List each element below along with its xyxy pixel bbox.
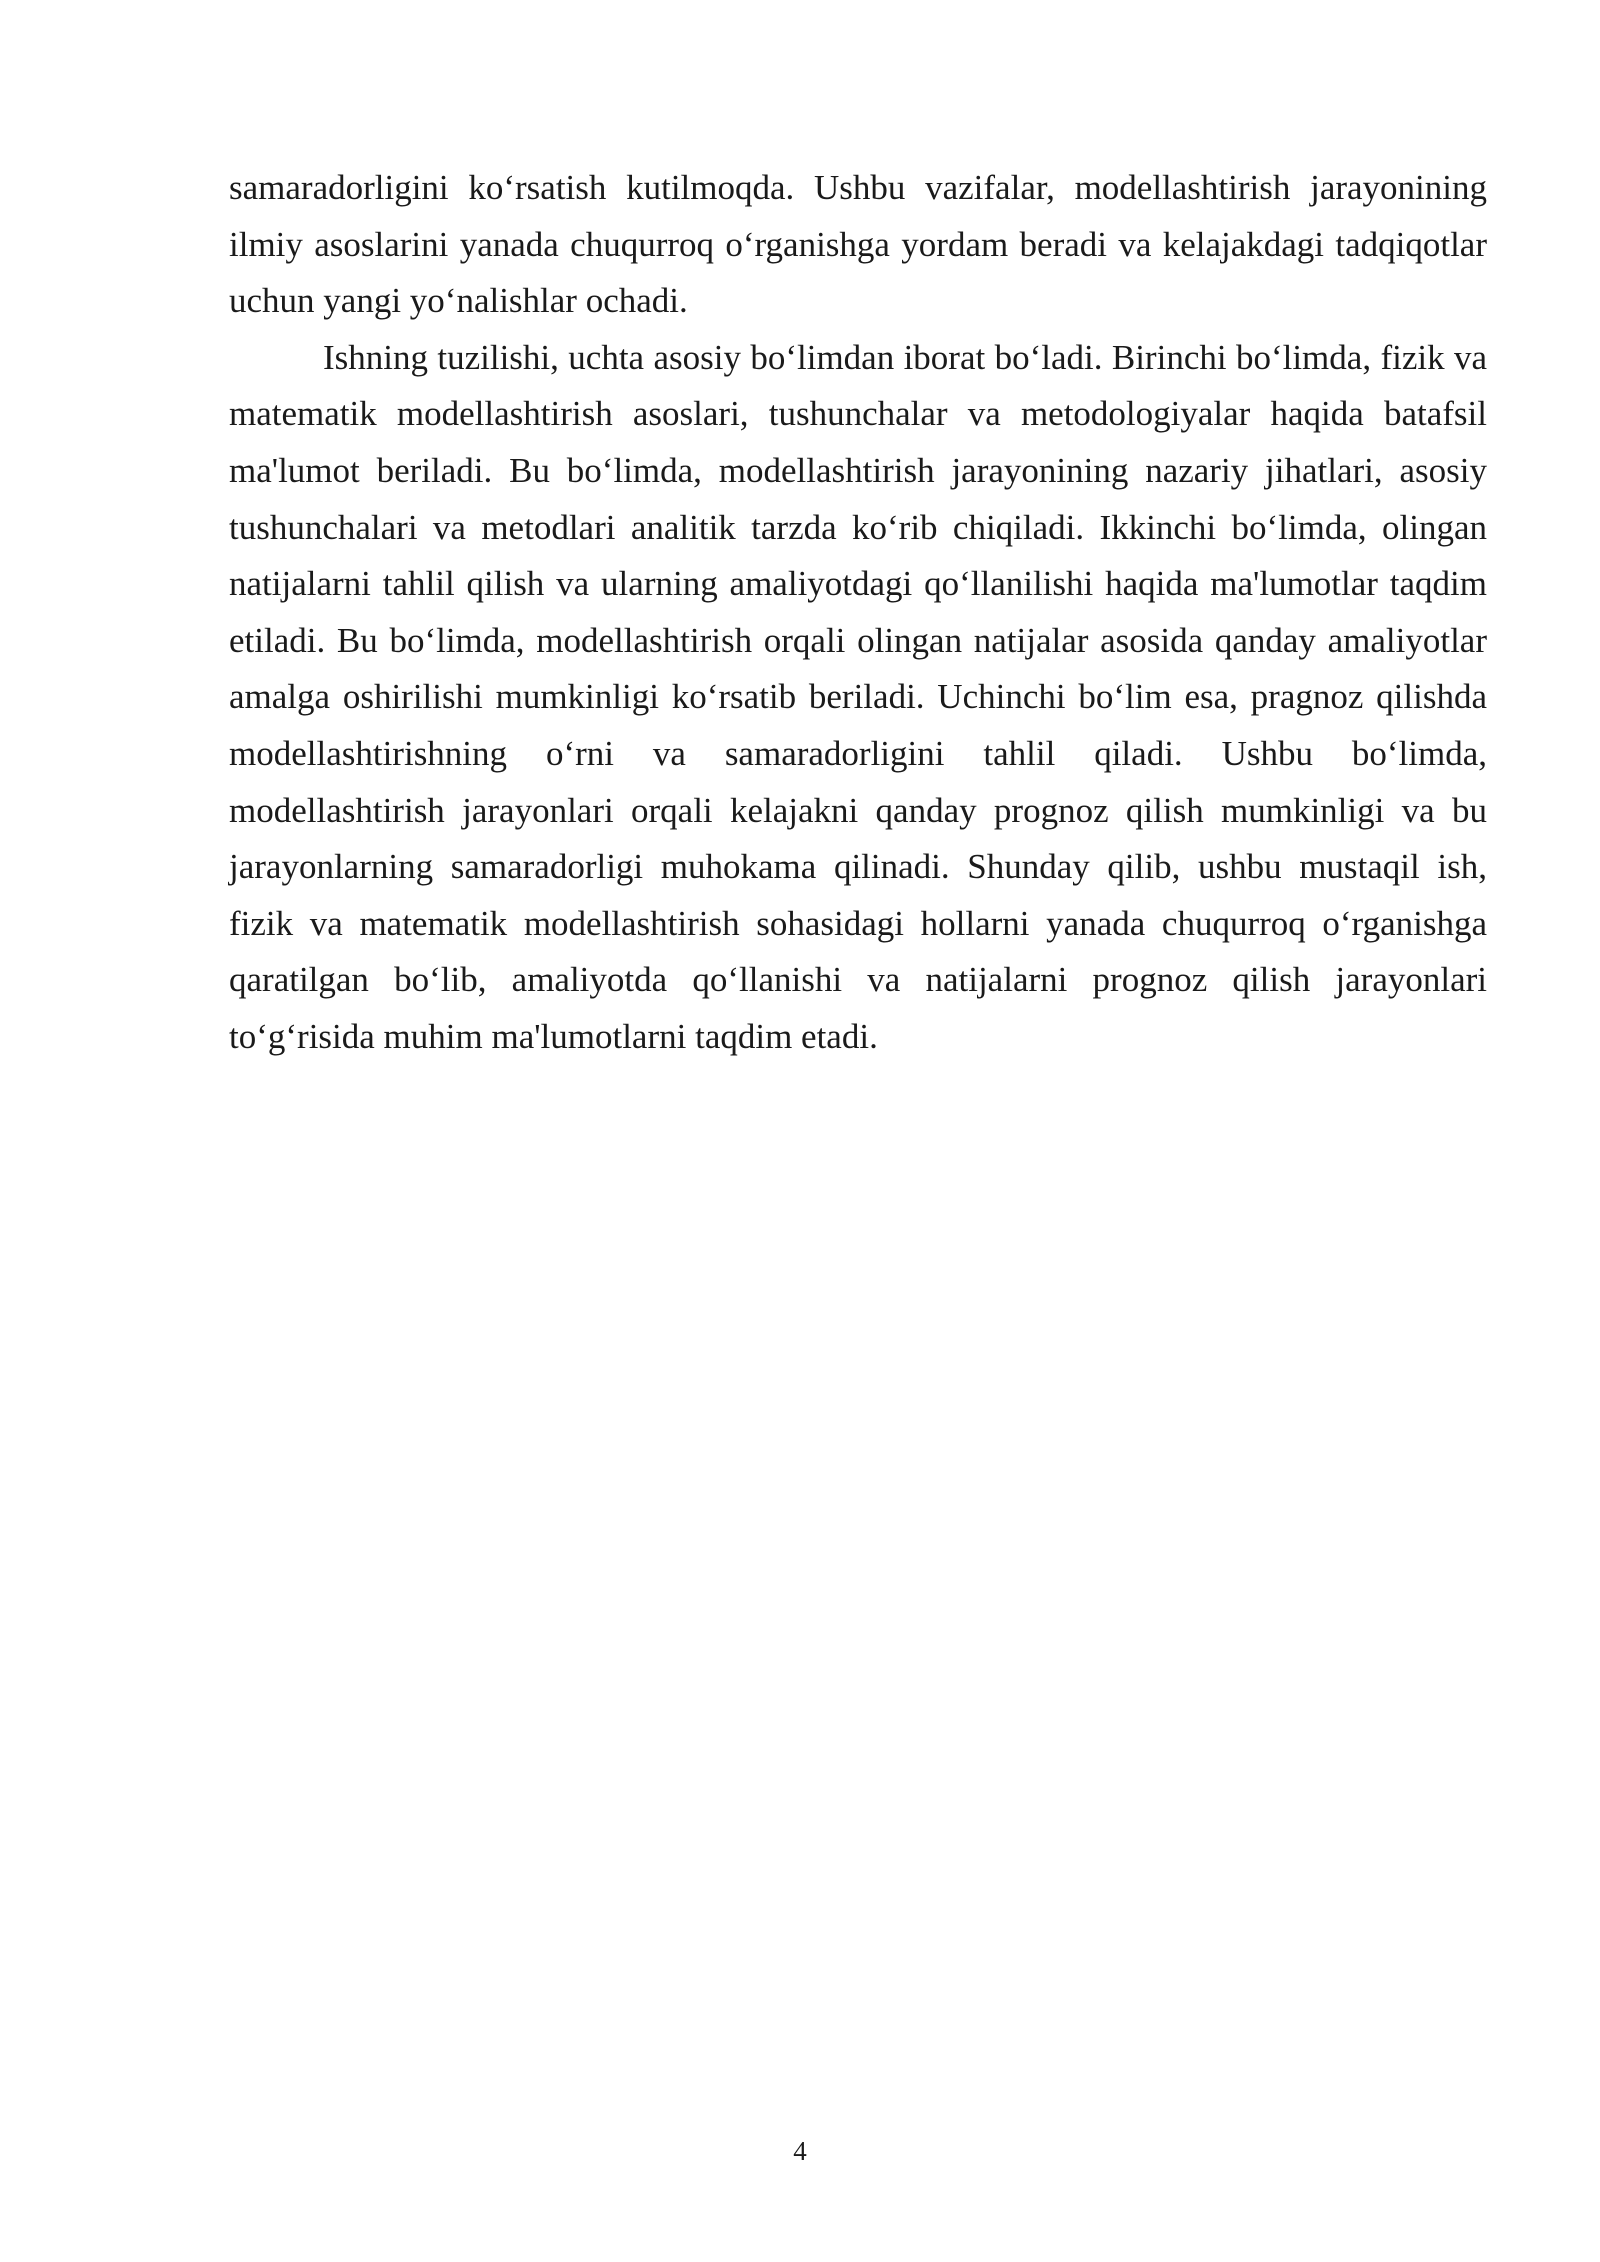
paragraph-continuation: samaradorligini koʻrsatish kutilmoqda. Ushbu vazifalar, modellashtirish jarayonining ilmiy asoslarini yanada chuqurroq oʻrganishga yordam beradi va kelajakdagi tadqiqotlar uchun yangi yoʻnalishlar ochadi. (229, 168, 1487, 321)
page-number: 4 (793, 2136, 807, 2166)
body-text (229, 160, 1487, 1066)
paragraph-structure: Ishning tuzilishi, uchta asosiy boʻlimdan iborat boʻladi. Birinchi boʻlimda, fizik va matematik modellashtirish asoslari, tushunchalar va metodologiyalar haqida batafsil ma'lumot beriladi. Bu boʻlimda, modellashtirish jarayonining nazariy jihatlari, asosiy tushunchalari va metodlari analitik tarzda koʻrib chiqiladi. Ikkinchi boʻlimda, olingan natijalarni tahlil qilish va ularning amaliyotdagi qoʻllanilishi haqida ma'lumotlar taqdim etiladi. Bu boʻlimda, modellashtirish orqali olingan natijalar asosida qanday amaliyotlar amalga oshirilishi mumkinligi koʻrsatib beriladi. Uchinchi boʻlim esa, pragnoz qilishda modellashtirishning oʻrni va samaradorligini tahlil qiladi. Ushbu boʻlimda, modellashtirish jarayonlari orqali kelajakni qanday prognoz qilish mumkinligi va bu jarayonlarning samaradorligi muhokama qilinadi. Shunday qilib, ushbu mustaqil ish, fizik va matematik modellashtirish sohasidagi hollarni yanada chuqurroq oʻrganishga qaratilgan boʻlib, amaliyotda qoʻllanishi va natijalarni prognoz qilish jarayonlari toʻgʻrisida muhim ma'lumotlarni taqdim etadi. (229, 337, 1487, 1056)
